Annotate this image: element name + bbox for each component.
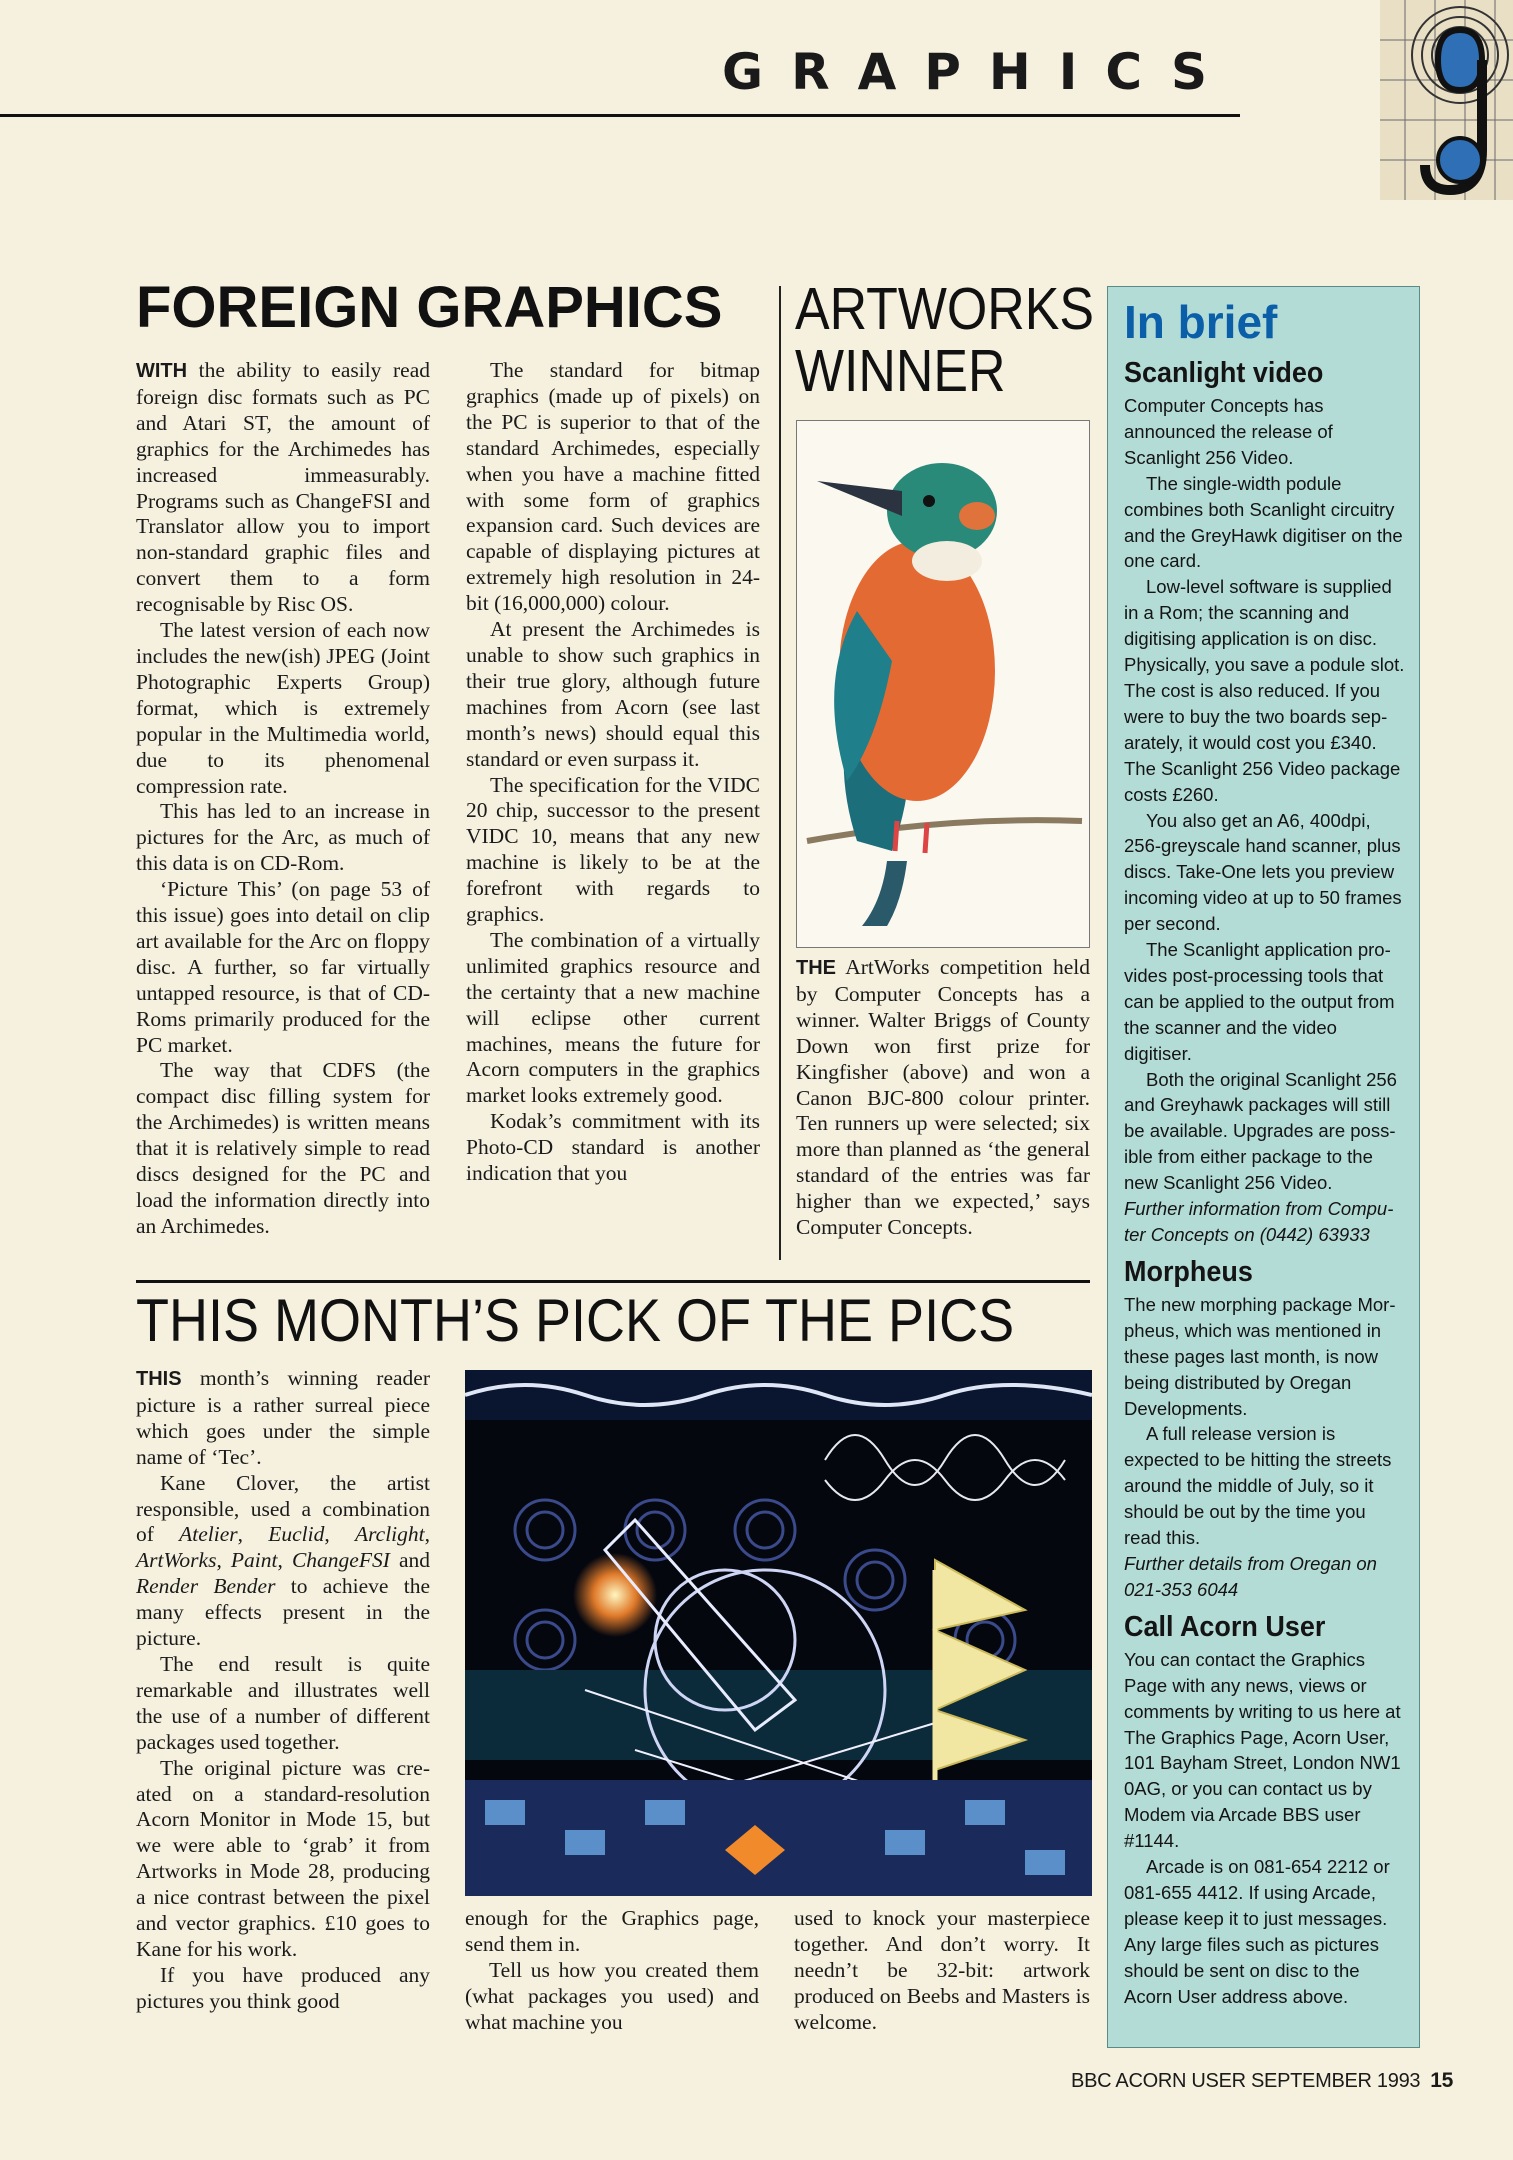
foreign-graphics-lead-word: WITH <box>136 360 188 382</box>
pick-column-2 <box>465 1906 759 2036</box>
artworks-lead-word: THE <box>796 957 836 979</box>
software-title: Render Bender <box>136 1574 276 1599</box>
in-brief-sidebar <box>1107 286 1420 2048</box>
foreign-graphics-headline: FOREIGN GRAPHICS <box>136 275 723 340</box>
in-brief-title: In brief <box>1124 296 1278 348</box>
branch <box>807 820 1082 841</box>
foreign-graphics-paragraph-8: The specification for the VIDC 20 chip, successor to the present VIDC 10, means that any new machine is likely to be at the forefront with regards to graphics. <box>466 772 760 927</box>
section-title: GRAPHICS <box>722 43 1235 101</box>
foreign-graphics-paragraph-10: Kodak’s commitment with its Photo-CD standard is another indication that you <box>466 1109 760 1186</box>
scanlight-paragraph-1: Computer Concepts has announced the release of Scanlight 256 Video. <box>1124 395 1333 468</box>
foreign-graphics-paragraph-6: The standard for bitmap graphics (made up of pixels) on the PC is superior to that of the standard Archimedes, especially when you have a machine fitted with some form of graphics expansion card. Such devices are capable of displaying pictures at extremely high resolution in 24-bit (16,000,000) colour. <box>466 358 760 616</box>
artworks-body <box>796 955 1090 1241</box>
page-number: 15 <box>1430 2069 1453 2092</box>
publication-issue: BBC ACORN USER SEPTEMBER 1993 <box>1071 2070 1421 2092</box>
kingfisher-picture <box>796 420 1090 948</box>
pick-headline: THIS MONTH’S PICK OF THE PICS <box>136 1287 1015 1354</box>
morpheus-paragraph-2: A full release version is expected to be hitting the streets around the middle of July, so it should be out by the time you read this. <box>1124 1423 1392 1549</box>
pick-paragraph-1 <box>136 1366 430 1471</box>
software-title: Arclight <box>354 1522 425 1547</box>
foreign-graphics-paragraph-4: ‘Picture This’ (on page 53 of this issue) goes into detail on clip art available for the Arc on floppy disc. A further, so far virtually untapped resource, is that of CD-Roms primarily produced for the PC market. <box>136 877 430 1057</box>
morpheus-heading: Morpheus <box>1124 1255 1253 1288</box>
pick-paragraph-5: If you have produced any pictures you think good <box>136 1962 430 2013</box>
foreign-graphics-paragraph-1 <box>136 358 430 618</box>
software-title: Paint <box>230 1548 278 1573</box>
pick-paragraph-3: The end result is quite remarkable and illustrates well the use of a number of different packages used together. <box>136 1651 430 1754</box>
header-rule <box>0 114 1240 117</box>
pick-col2-paragraph-1: enough for the Graphics page, send them in. <box>465 1906 759 1956</box>
scanlight-paragraph-2: The single-width podule combines both Scanlight circuitry and the GreyHawk digitiser on the one card. <box>1124 472 1403 572</box>
pick-paragraph-4: The original picture was created on a standard-resolution Acorn Monitor in Mode 15, but we were able to ‘grab’ it from Artworks in Mode 28, producing a nice contrast between the pixel and vector graphics. £10 goes to Kane for his work. <box>136 1755 430 1961</box>
foreign-graphics-paragraph-2: The latest version of each now includes the new(ish) JPEG (Joint Photographic Experts Group) format, which is extremely popular in the Multimedia world, due to its phenomenal compression rate. <box>136 618 430 798</box>
software-title: ArtWorks <box>136 1548 217 1573</box>
column-divider <box>779 286 781 1260</box>
pick-p2-text-b: to achieve the many effects present in the picture. <box>136 1574 430 1651</box>
separator: , <box>324 1522 355 1547</box>
scanlight-paragraph-3: Low-level software is supplied in a Rom; the scanning and digitising application is on disc. Physically, you save a podule slot. The cost is also reduced. If you were to buy the two boards separately, it would cost you £340. The Scanlight 256 Video package costs £260. <box>1124 576 1405 805</box>
separator: , <box>277 1548 292 1573</box>
pick-section-rule <box>136 1280 1090 1283</box>
kingfisher-tail <box>862 861 907 926</box>
artworks-paragraph-text: ArtWorks competition held by Computer Concepts has a winner. Walter Briggs of County Down won first prize for Kingfisher (above) and won a Canon BJC-800 colour printer. Ten runners up were selected; six more than planned as ‘the general standard of the entries was far higher than we expected,’ says Computer Concepts. <box>796 955 1090 1240</box>
artworks-paragraph <box>796 955 1090 1241</box>
kingfisher-cheek <box>959 502 995 530</box>
software-title: Atelier <box>179 1522 238 1547</box>
page-footer <box>1071 2069 1453 2093</box>
call-acorn-user-heading: Call Acorn User <box>1124 1610 1326 1643</box>
morpheus-paragraph-1: The new morphing package Morpheus, which was mentioned in these pages last month, is now being distributed by Oregan Developments. <box>1124 1293 1396 1419</box>
call-acorn-user-paragraph-2: Arcade is on 081-654 2212 or 081-655 4412. If using Arcade, please keep it to just messages. Any large files such as pictures should be sent on disc to the Acorn User address above. <box>1124 1856 1390 2007</box>
pick-col2-paragraph-2: Tell us how you created them (what packages you used) and what machine you <box>465 1957 759 2034</box>
tec-winning-picture <box>465 1370 1092 1896</box>
tec-top-band <box>465 1370 1092 1420</box>
pick-lead-word: THIS <box>136 1368 182 1390</box>
artworks-headline: ARTWORKS WINNER <box>795 276 1095 404</box>
kingfisher-eye <box>923 495 935 507</box>
foreign-graphics-paragraph-5: The way that CDFS (the compact disc filling system for the Archimedes) is written means that it is relatively simple to read discs designed for the PC and load the information directly into an Archimedes. <box>136 1058 430 1238</box>
scanlight-paragraph-5: The Scanlight application provides post-processing tools that can be applied to the output from the scanner and the video digitiser. <box>1124 939 1395 1064</box>
logo-g-loop <box>1438 138 1482 182</box>
pick-paragraph-2 <box>136 1471 430 1652</box>
software-title: ChangeFSI <box>291 1548 390 1573</box>
kingfisher-beak <box>817 481 902 516</box>
separator: , <box>216 1548 231 1573</box>
foreign-graphics-paragraph-1-text: the ability to easily read foreign disc formats such as PC and Atari ST, the amount of graphics for the Archimedes has increased immeasurably. Programs such as ChangeFSI and Translator allow you to import non-standard graphic files and convert them to a form recognisable by Risc OS. <box>136 358 430 617</box>
foreign-graphics-paragraph-9: The combination of a virtually unlimited graphics resource and the certainty that a new machine will eclipse other current machines, means the future for Acorn computers in the graphics market looks extremely good. <box>466 927 760 1108</box>
foreign-graphics-column-1 <box>136 358 430 1240</box>
logo-g-bowl <box>1438 30 1482 90</box>
pick-column-3 <box>794 1906 1090 2036</box>
scanlight-contact-note: Further information from Computer Concepts on (0442) 63933 <box>1124 1198 1394 1245</box>
pick-col3-paragraph-1: used to knock your masterpiece together. And don’t worry. It needn’t be 32-bit: artwork produced on Beebs and Masters is welcome. <box>794 1906 1090 2034</box>
morpheus-contact-note: Further details from Oregan on 021-353 6044 <box>1124 1552 1377 1600</box>
foreign-graphics-paragraph-3: This has led to an increase in pictures for the Arc, as much of this data is on CD-Rom. <box>136 799 430 876</box>
scanlight-paragraph-4: You also get an A6, 400dpi, 256-greyscale hand scanner, plus discs. Take-One lets you preview incoming video at up to 50 frames per second. <box>1124 809 1402 935</box>
separator: , <box>237 1522 269 1547</box>
graphics-g-logo <box>1380 0 1513 200</box>
pick-p2-text-a: Kane Clover, the artist responsible, used a combination of <box>136 1470 430 1547</box>
scanlight-heading: Scanlight video <box>1124 357 1324 389</box>
separator: and <box>389 1548 430 1573</box>
software-title: Euclid <box>268 1522 325 1547</box>
foreign-graphics-paragraph-7: At present the Archimedes is unable to show such graphics in their true glory, although future machines from Acorn (see last month’s news) should equal this standard or even surpass it. <box>466 617 760 771</box>
scanlight-paragraph-6: Both the original Scanlight 256 and Greyhawk packages will still be available. Upgrades are possible from either package to the new Scanlight 256 Video. <box>1124 1068 1397 1194</box>
tec-floor <box>465 1780 1092 1896</box>
kingfisher-illustration <box>797 421 1089 947</box>
kingfisher-throat <box>912 541 982 581</box>
pick-paragraph-1-text: month’s winning reader picture is a rather surreal piece which goes under the simple name of ‘Tec’. <box>136 1366 430 1469</box>
pick-column-1 <box>136 1366 430 2015</box>
foreign-graphics-column-2 <box>466 358 760 1187</box>
call-acorn-user-paragraph-1: You can contact the Graphics Page with any news, views or comments by writing to us here at The Graphics Page, Acorn User, 101 Bayham Street, London NW1 0AG, or you can contact us by Modem via Arcade BBS user #1144. <box>1124 1648 1401 1852</box>
separator: , <box>424 1522 430 1547</box>
